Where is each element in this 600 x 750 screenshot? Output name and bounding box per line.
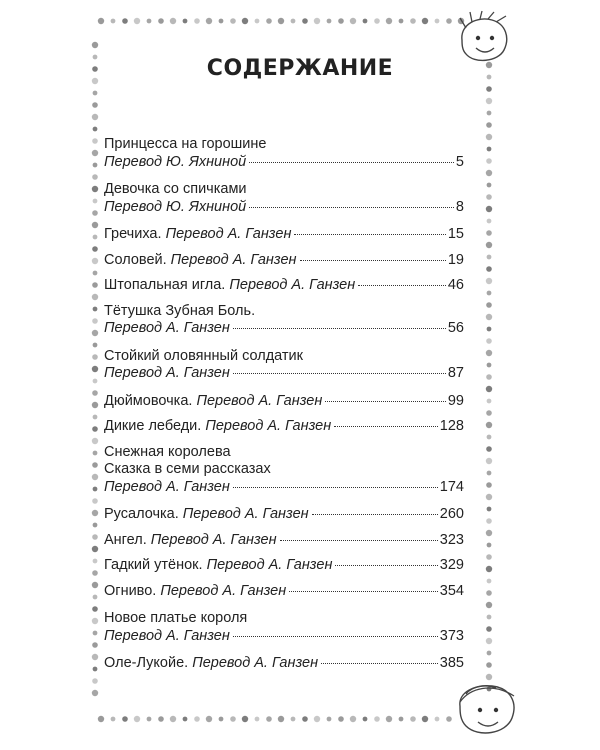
border-dot [93,199,98,204]
toc-entry-line [104,154,464,172]
border-dot [93,235,98,240]
dotted-border-left [88,40,102,700]
border-dot [183,19,188,24]
border-dot [486,158,492,164]
border-dot [92,366,98,372]
toc-page-number: 19 [447,251,464,268]
toc-translator: Перевод А. Ганзен [165,226,292,242]
border-dot [487,147,492,152]
border-dot [93,595,98,600]
border-dot [170,18,176,24]
border-dot [93,127,98,132]
border-dot [92,42,98,48]
border-dot [92,438,98,444]
border-dot [486,350,492,356]
toc-entry [104,277,464,295]
toc-page-number: 15 [447,226,464,242]
border-dot [92,102,98,108]
cartoon-face-icon [452,680,522,740]
toc-page-number: 260 [439,506,464,522]
border-dot [291,717,296,722]
border-dot [158,18,164,24]
toc-translator: Перевод А. Ганзен [160,582,287,599]
border-dot [487,291,492,296]
border-dot [92,426,98,432]
border-dot [93,559,98,564]
border-dot [93,451,98,456]
border-dot [219,19,224,24]
border-dot [350,18,356,24]
toc-page-number: 5 [455,153,464,170]
border-dot [92,462,98,468]
toc-entry-title: Дюймовочка. [104,392,197,409]
dot-leader [233,373,446,374]
toc-translator: Перевод А. Ганзен [205,418,332,434]
border-dot [122,716,128,722]
border-dot [486,86,492,92]
border-dot [230,18,236,24]
border-dot [92,210,98,216]
border-dot [302,716,308,722]
border-dot [92,678,98,684]
toc-page-number: 8 [455,198,464,215]
border-dot [92,546,98,552]
border-dot [147,19,152,24]
border-dot [399,717,404,722]
dot-leader [335,565,437,566]
dotted-border-right [482,60,496,700]
border-dot [486,458,492,464]
toc-entry-title: Ангел. [104,531,151,548]
border-dot [486,554,492,560]
border-dot [92,570,98,576]
border-dot [93,667,98,672]
border-dot [486,422,492,428]
dot-leader [294,234,445,235]
dot-leader [233,328,446,329]
toc-entry-line [104,277,464,295]
toc-page-number: 174 [439,478,464,495]
border-dot [410,18,416,24]
border-dot [422,716,428,722]
toc-entry-line [104,655,464,673]
border-dot [93,487,98,492]
border-dot [487,219,492,224]
border-dot [363,19,368,24]
toc-entry-line [104,506,464,524]
toc-entry [104,226,464,244]
toc-page-number: 99 [447,392,464,409]
border-dot [242,716,248,722]
toc-page-number: 354 [439,582,464,599]
border-dot [486,446,492,452]
toc-entry-title: Оле-Лукойе. [104,655,193,671]
border-dot [487,435,492,440]
toc-translator: Перевод А. Ганзен [104,478,230,495]
toc-entry-line [104,199,464,217]
toc-translator: Перевод А. Ганзен [196,392,323,409]
toc-entry-title: Русалочка. [104,506,183,522]
border-dot [374,18,380,24]
border-dot [92,606,98,612]
toc-page-number: 128 [439,418,464,434]
border-dot [219,717,224,722]
border-dot [486,206,492,212]
border-dot [487,543,492,548]
border-dot [486,266,492,272]
toc-entry-line [104,532,464,550]
dotted-border-top [96,14,466,28]
border-dot [487,507,492,512]
border-dot [486,638,492,644]
toc-page-number: 87 [447,365,464,381]
toc-page-number: 385 [439,655,464,671]
toc-entry [104,655,464,673]
border-dot [327,717,332,722]
toc-page-number: 46 [447,277,464,293]
border-dot [291,19,296,24]
border-dot [92,330,98,336]
toc-translator: Перевод А. Ганзен [104,627,230,644]
border-dot [435,19,440,24]
dot-leader [312,514,438,515]
toc-page-number: 323 [439,531,464,548]
toc-entry [104,303,464,338]
border-dot [92,474,98,480]
toc-entry [104,557,464,575]
border-dot [92,114,98,120]
border-dot [92,690,98,696]
border-dot [92,618,98,624]
toc-entry [104,348,464,383]
border-dot [374,716,380,722]
border-dot [170,716,176,722]
toc-entry-title: Стойкий оловянный солдатик [104,347,303,364]
border-dot [486,98,492,104]
toc-entry-title: Сказка в семи рассказах [104,461,271,477]
toc-entry-line [104,320,464,338]
table-of-contents [104,136,464,673]
border-dot [92,582,98,588]
dot-leader [249,207,454,208]
toc-entry-title: Снежная королева [104,443,231,460]
border-dot [147,717,152,722]
border-dot [487,471,492,476]
toc-entry [104,418,464,436]
border-dot [487,615,492,620]
page-title: СОДЕРЖАНИЕ [206,56,394,81]
border-dot [111,717,116,722]
dot-leader [300,260,446,261]
border-dot [487,399,492,404]
border-dot [487,363,492,368]
border-dot [486,302,492,308]
border-dot [486,278,492,284]
dot-leader [325,401,446,402]
border-dot [266,716,272,722]
border-dot [486,662,492,668]
border-dot [92,174,98,180]
border-dot [242,18,248,24]
border-dot [278,18,284,24]
toc-entry [104,393,464,411]
border-dot [486,194,492,200]
border-dot [92,534,98,540]
border-dot [194,18,200,24]
border-dot [278,716,284,722]
border-dot [92,138,98,144]
toc-translator: Перевод А. Ганзен [182,506,309,522]
border-dot [93,415,98,420]
border-dot [92,354,98,360]
border-dot [487,651,492,656]
toc-translator: Перевод Ю. Яхниной [104,198,247,215]
border-dot [158,716,164,722]
toc-entry [104,583,464,601]
border-dot [350,716,356,722]
border-dot [435,717,440,722]
border-dot [111,19,116,24]
dot-leader [334,426,438,427]
toc-entry-title: Тётушка Зубная Боль. [104,302,256,319]
border-dot [183,717,188,722]
toc-page-number: 329 [439,557,464,573]
border-dot [486,602,492,608]
border-dot [92,246,98,252]
border-dot [338,18,344,24]
border-dot [98,716,104,722]
border-dot [92,498,98,504]
toc-entry [104,252,464,270]
border-dot [93,91,98,96]
toc-entry-title: Соловей. [104,251,171,268]
dot-leader [249,162,454,163]
border-dot [486,518,492,524]
border-dot [363,717,368,722]
border-dot [386,18,392,24]
border-dot [486,590,492,596]
border-dot [486,122,492,128]
toc-entry-line [104,583,464,601]
toc-entry [104,532,464,550]
border-dot [92,318,98,324]
border-dot [410,716,416,722]
border-dot [255,717,260,722]
toc-entry-title: Гадкий утёнок. [104,557,207,573]
toc-entry-title: Дикие лебеди. [104,418,206,434]
border-dot [446,716,452,722]
toc-entry-line [104,226,464,244]
toc-translator: Перевод А. Ганзен [229,277,356,293]
toc-translator: Перевод Ю. Яхниной [104,153,247,170]
border-dot [486,134,492,140]
dotted-border-bottom [96,712,456,726]
toc-entry-title: Огниво. [104,582,161,599]
toc-entry-title: Девочка со спичками [104,181,247,197]
border-dot [487,255,492,260]
border-dot [255,19,260,24]
border-dot [486,626,492,632]
border-dot [206,716,212,722]
border-dot [487,183,492,188]
toc-translator: Перевод А. Ганзен [150,531,277,548]
toc-entry [104,610,464,645]
border-dot [92,186,98,192]
border-dot [92,222,98,228]
border-dot [92,654,98,660]
border-dot [206,18,212,24]
dot-leader [233,487,438,488]
dot-leader [280,540,438,541]
border-dot [92,390,98,396]
toc-entry-title: Принцесса на горошине [104,136,267,152]
toc-translator: Перевод А. Ганзен [206,557,333,573]
border-dot [486,374,492,380]
toc-translator: Перевод А. Ганзен [104,365,230,381]
border-dot [487,579,492,584]
toc-entry-line [104,479,464,497]
border-dot [93,271,98,276]
border-dot [486,410,492,416]
toc-entry-line [104,365,464,383]
border-dot [98,18,104,24]
border-dot [486,530,492,536]
border-dot [302,18,308,24]
border-dot [122,18,128,24]
border-dot [327,19,332,24]
border-dot [386,716,392,722]
border-dot [92,294,98,300]
border-dot [93,307,98,312]
border-dot [92,402,98,408]
border-dot [486,242,492,248]
border-dot [92,642,98,648]
toc-entry-title: Штопальная игла. [104,277,230,293]
dot-leader [233,636,438,637]
toc-translator: Перевод А. Ганзен [170,251,297,268]
border-dot [486,314,492,320]
border-dot [338,716,344,722]
border-dot [93,523,98,528]
border-dot [486,566,492,572]
border-dot [266,18,272,24]
border-dot [194,716,200,722]
toc-entry [104,506,464,524]
border-dot [314,18,320,24]
toc-entry-line [104,628,464,646]
dot-leader [321,663,438,664]
border-dot [230,716,236,722]
border-dot [134,18,140,24]
border-dot [486,482,492,488]
toc-page-number: 373 [439,627,464,644]
border-dot [422,18,428,24]
toc-entry [104,136,464,171]
border-dot [92,282,98,288]
border-dot [486,230,492,236]
border-dot [93,163,98,168]
border-dot [93,631,98,636]
border-dot [93,343,98,348]
border-dot [487,327,492,332]
border-dot [486,170,492,176]
border-dot [134,716,140,722]
toc-entry-line [104,557,464,575]
toc-entry [104,181,464,216]
toc-page-number: 56 [447,320,464,336]
toc-entry-line [104,252,464,270]
border-dot [446,18,452,24]
toc-entry-title: Гречиха. [104,226,166,242]
toc-entry-line [104,393,464,411]
toc-translator: Перевод А. Ганзен [192,655,319,671]
border-dot [92,258,98,264]
border-dot [487,111,492,116]
toc-entry [104,444,464,497]
dot-leader [289,591,438,592]
border-dot [486,494,492,500]
toc-translator: Перевод А. Ганзен [104,320,230,336]
border-dot [486,386,492,392]
border-dot [399,19,404,24]
border-dot [314,716,320,722]
border-dot [93,379,98,384]
dot-leader [358,285,446,286]
border-dot [92,510,98,516]
toc-entry-line [104,418,464,436]
toc-entry-title: Новое платье короля [104,610,248,626]
border-dot [92,150,98,156]
border-dot [486,338,492,344]
